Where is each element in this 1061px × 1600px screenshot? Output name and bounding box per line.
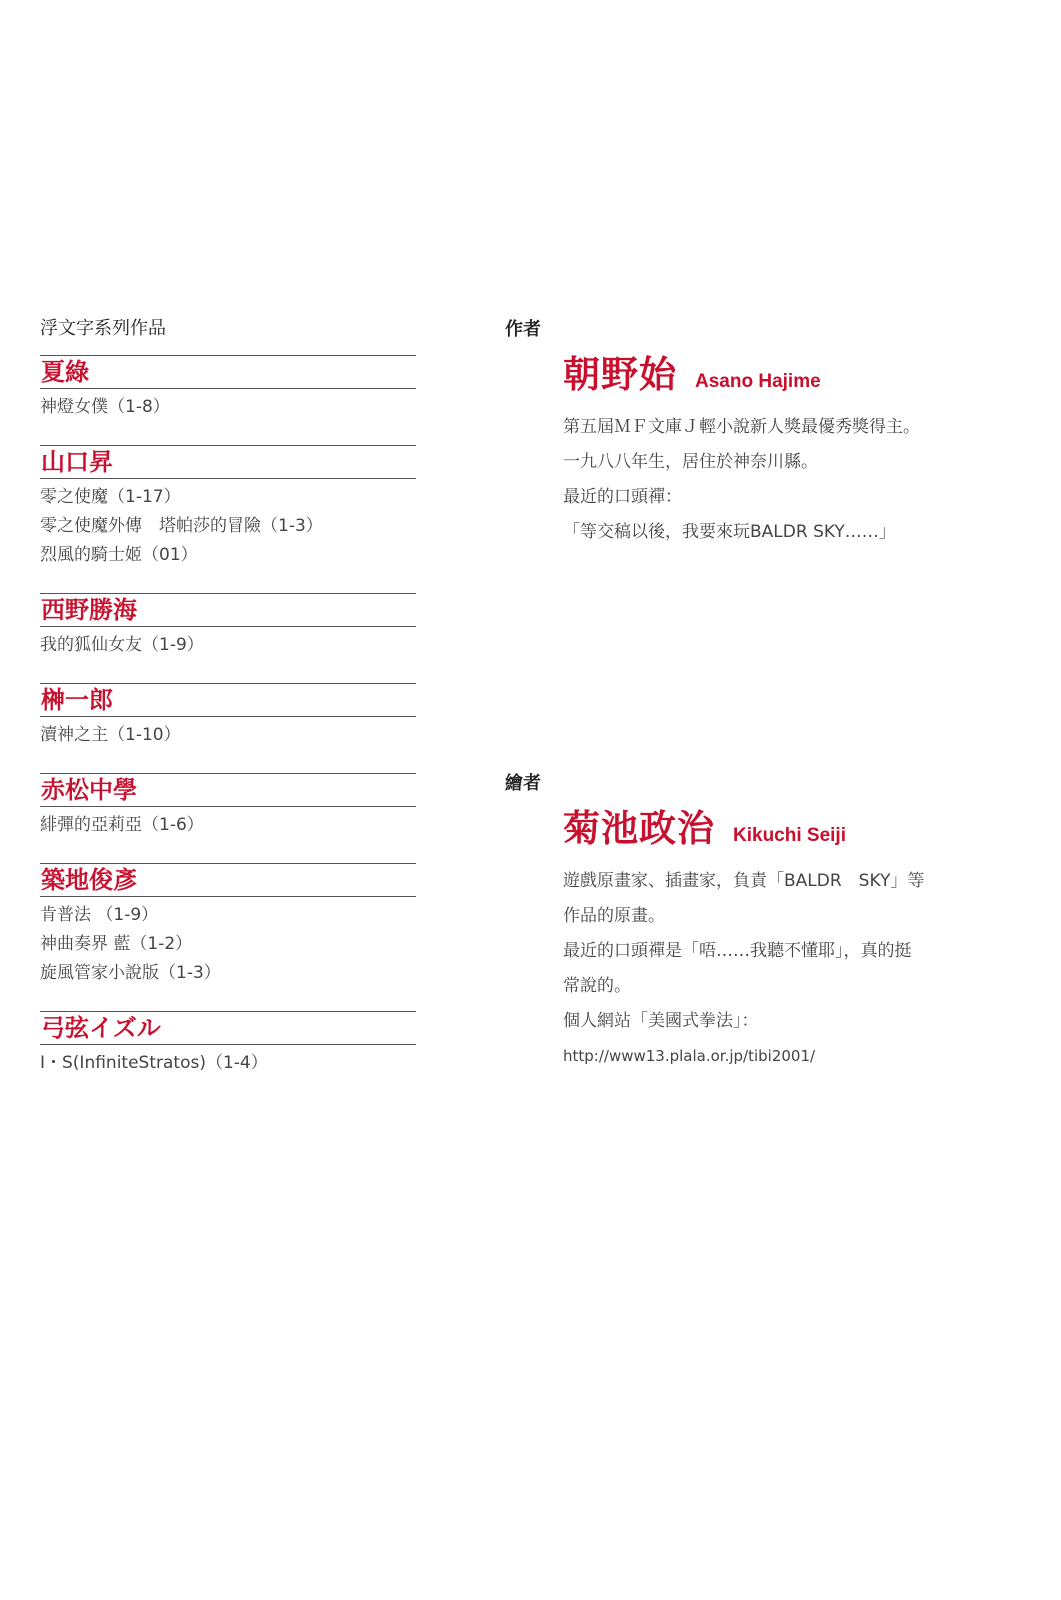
bio bbox=[563, 864, 1015, 1074]
illustrator-profile bbox=[505, 772, 1015, 1074]
author-name: 赤松中學 bbox=[41, 776, 137, 804]
author-name: 山口昇 bbox=[41, 448, 113, 476]
bio-line: 最近的口頭禪是「唔……我聽不懂耶」，真的挺 bbox=[563, 941, 912, 961]
author-name: 榊一郎 bbox=[41, 686, 113, 714]
author-group bbox=[40, 773, 416, 840]
name-english: Asano Hajime bbox=[695, 371, 821, 392]
work-title: 我的狐仙女友（1-9） bbox=[40, 635, 204, 655]
author-group bbox=[40, 863, 416, 988]
works-list bbox=[40, 1045, 416, 1078]
work-title: 神曲奏界 藍（1-2） bbox=[40, 934, 193, 954]
bio-line: 第五屆ＭＦ文庫Ｊ輕小說新人獎最優秀獎得主。 bbox=[563, 417, 920, 437]
work-title: 肯普法 （1-9） bbox=[40, 905, 159, 925]
author-group bbox=[40, 683, 416, 750]
work-title: 零之使魔外傳 塔帕莎的冒險（1-3） bbox=[40, 516, 323, 536]
author-group bbox=[40, 1011, 416, 1078]
name-row bbox=[563, 798, 1015, 854]
works-list bbox=[40, 897, 416, 988]
work-title: 旋風管家小說版（1-3） bbox=[40, 963, 221, 983]
work-title: 瀆神之主（1-10） bbox=[40, 725, 181, 745]
works-list bbox=[40, 389, 416, 422]
bio-line: 常說的。 bbox=[563, 976, 631, 996]
name-chinese: 菊池政治 bbox=[563, 807, 715, 850]
name-chinese: 朝野始 bbox=[563, 353, 677, 396]
author-group bbox=[40, 355, 416, 422]
author-name: 築地俊彥 bbox=[41, 866, 137, 894]
bio-line: 一九八八年生，居住於神奈川縣。 bbox=[563, 452, 818, 472]
works-list bbox=[40, 717, 416, 750]
work-title: I・S(InfiniteStratos)（1-4） bbox=[40, 1053, 268, 1073]
author-profile bbox=[505, 318, 1015, 550]
works-list bbox=[40, 627, 416, 660]
work-title: 零之使魔（1-17） bbox=[40, 487, 181, 507]
author-name: 夏綠 bbox=[41, 358, 89, 386]
bio-line: 個人網站「美國式拳法」： bbox=[563, 1011, 759, 1031]
name-english: Kikuchi Seiji bbox=[733, 825, 846, 846]
works-list bbox=[40, 807, 416, 840]
author-group bbox=[40, 445, 416, 570]
work-title: 神燈女僕（1-8） bbox=[40, 397, 170, 417]
bio-line: 最近的口頭禪： bbox=[563, 487, 682, 507]
name-row bbox=[563, 344, 1015, 400]
bio-line: 「等交稿以後，我要來玩BALDR SKY……」 bbox=[563, 522, 896, 542]
bio-line: 遊戲原畫家、插畫家，負責「BALDR SKY」等 bbox=[563, 871, 925, 891]
author-name: 西野勝海 bbox=[41, 596, 137, 624]
bio bbox=[563, 410, 1015, 550]
role-label: 繪者 bbox=[505, 773, 541, 794]
series-title: 浮文字系列作品 bbox=[40, 318, 166, 339]
role-label: 作者 bbox=[505, 319, 541, 340]
series-list bbox=[40, 318, 416, 1101]
work-title: 烈風的騎士姬（01） bbox=[40, 545, 198, 565]
works-list bbox=[40, 479, 416, 570]
author-group bbox=[40, 593, 416, 660]
work-title: 緋彈的亞莉亞（1-6） bbox=[40, 815, 204, 835]
bio-line: 作品的原畫。 bbox=[563, 906, 665, 926]
website-url[interactable]: http://www13.plala.or.jp/tibi2001/ bbox=[563, 1047, 816, 1065]
author-name: 弓弦イズル bbox=[41, 1014, 161, 1042]
